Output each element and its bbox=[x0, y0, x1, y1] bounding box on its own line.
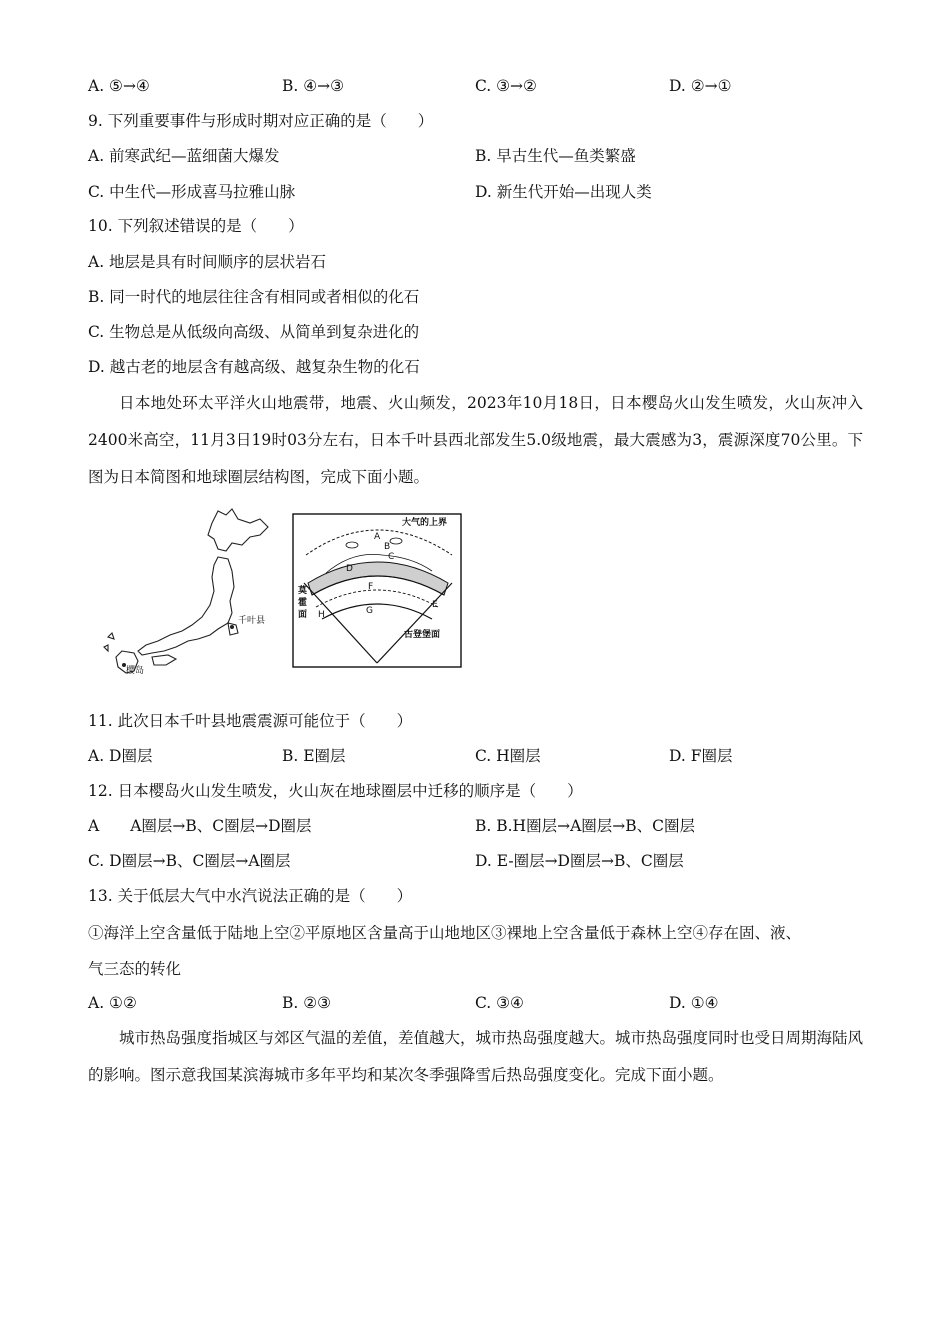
gutenberg-label: 古登堡面 bbox=[404, 630, 441, 640]
q13-option-a: A. ①② bbox=[88, 994, 137, 1012]
layer-f-label: F bbox=[368, 582, 374, 592]
q12-option-c: C. D圈层→B、C圈层→A圈层 bbox=[88, 852, 291, 870]
layer-c-label: C bbox=[388, 552, 395, 562]
q10-option-b: B. 同一时代的地层往往含有相同或者相似的化石 bbox=[88, 288, 420, 306]
cloud-icon bbox=[390, 538, 402, 544]
cloud-icon bbox=[346, 542, 358, 548]
q12-option-b: B. B.H圈层→A圈层→B、C圈层 bbox=[475, 817, 695, 835]
q13-statements-line1: ①海洋上空含量低于陆地上空②平原地区含量高于山地地区③裸地上空含量低于森林上空④存在固、液、 bbox=[88, 924, 802, 942]
q12-stem: 12. 日本樱岛火山发生喷发，火山灰在地球圈层中迁移的顺序是（ ） bbox=[88, 782, 583, 800]
q10-option-a: A. 地层是具有时间顺序的层状岩石 bbox=[88, 253, 327, 271]
q12-option-a: A A圈层→B、C圈层→D圈层 bbox=[88, 817, 312, 835]
layer-e-label: E bbox=[432, 600, 438, 610]
layer-d-label: D bbox=[346, 564, 353, 574]
layer-b-label: B bbox=[384, 542, 391, 552]
layer-a-label: A bbox=[374, 532, 381, 542]
q8-option-a: A. ⑤→④ bbox=[88, 77, 150, 95]
moho-label bbox=[298, 584, 310, 620]
q13-option-c: C. ③④ bbox=[475, 994, 524, 1012]
passage-japan bbox=[88, 385, 863, 496]
q8-option-b: B. ④→③ bbox=[282, 77, 345, 95]
japan-map-figure bbox=[100, 505, 280, 675]
q9-option-c: C. 中生代—形成喜马拉雅山脉 bbox=[88, 183, 296, 201]
wedge-right-edge bbox=[377, 583, 452, 663]
atmosphere-top-label: 大气的上界 bbox=[402, 518, 448, 528]
passage-heat-island bbox=[88, 1020, 863, 1094]
q10-option-d: D. 越古老的地层含有越高级、越复杂生物的化石 bbox=[88, 358, 420, 376]
q9-option-a: A. 前寒武纪—蓝细菌大爆发 bbox=[88, 147, 280, 165]
earth-layers-figure bbox=[292, 513, 462, 668]
passage-japan-text: 日本地处环太平洋火山地震带，地震、火山频发，2023年10月18日，日本樱岛火山发生喷发，火山灰冲入2400米高空，11月3日19时03分左右，日本千叶县西北部发生5.0级地震，最大震感为3，震源深度70公里。下图为日本简图和地球圈层结构图，完成下面小题。 bbox=[88, 394, 863, 486]
q8-option-d: D. ②→① bbox=[669, 77, 732, 95]
q11-option-a: A. D圈层 bbox=[88, 747, 153, 765]
moho-label-char-3: 面 bbox=[298, 610, 308, 620]
moho-label-char-1: 莫 bbox=[298, 586, 308, 596]
moho-label-char-2: 霍 bbox=[298, 598, 308, 608]
q13-option-d: D. ①④ bbox=[669, 994, 719, 1012]
japan-outline bbox=[104, 509, 268, 673]
q10-option-c: C. 生物总是从低级向高级、从简单到复杂进化的 bbox=[88, 323, 420, 341]
q13-option-b: B. ②③ bbox=[282, 994, 332, 1012]
gutenberg-line bbox=[322, 604, 432, 619]
wedge-left-edge bbox=[304, 583, 377, 663]
q13-statements-line2: 气三态的转化 bbox=[88, 960, 182, 978]
crust-band bbox=[308, 562, 448, 595]
sakurajima-label: 樱岛 bbox=[126, 666, 145, 675]
layer-h-label: H bbox=[318, 610, 325, 620]
q11-stem: 11. 此次日本千叶县地震震源可能位于（ ） bbox=[88, 712, 413, 730]
q12-option-d: D. E-圈层→D圈层→B、C圈层 bbox=[475, 852, 684, 870]
q9-option-d: D. 新生代开始—出现人类 bbox=[475, 183, 652, 201]
chiba-marker bbox=[230, 625, 234, 629]
q11-option-b: B. E圈层 bbox=[282, 747, 346, 765]
q9-stem: 9. 下列重要事件与形成时期对应正确的是（ ） bbox=[88, 112, 434, 130]
q13-stem: 13. 关于低层大气中水汽说法正确的是（ ） bbox=[88, 887, 413, 905]
q11-option-c: C. H圈层 bbox=[475, 747, 541, 765]
q8-option-c: C. ③→② bbox=[475, 77, 537, 95]
passage-heat-island-text: 城市热岛强度指城区与郊区气温的差值，差值越大，城市热岛强度越大。城市热岛强度同时也受日周期海陆风的影响。图示意我国某滨海城市多年平均和某次冬季强降雪后热岛强度变化。完成下面小题。 bbox=[88, 1029, 864, 1084]
q9-option-b: B. 早古生代—鱼类繁盛 bbox=[475, 147, 636, 165]
q10-stem: 10. 下列叙述错误的是（ ） bbox=[88, 217, 304, 235]
q11-option-d: D. F圈层 bbox=[669, 747, 733, 765]
layer-g-label: G bbox=[366, 606, 373, 616]
chiba-label: 千叶县 bbox=[238, 616, 266, 626]
